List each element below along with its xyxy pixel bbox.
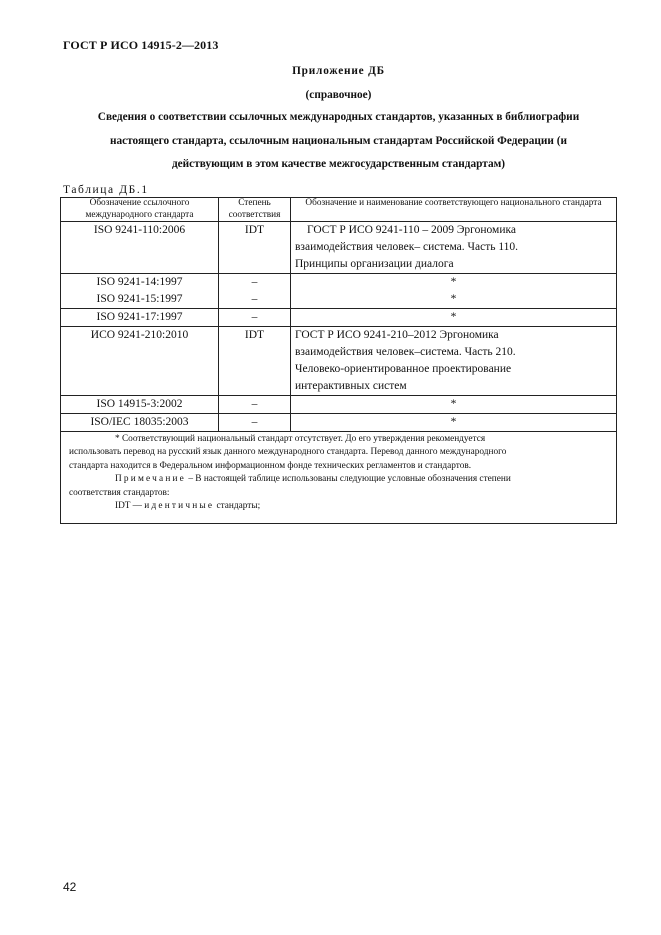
intl-standard: ISO 9241-14:1997 — [96, 276, 183, 288]
degree-cell — [219, 222, 291, 274]
degree-cell — [219, 274, 291, 309]
intl-standard-cell — [61, 274, 219, 309]
table-row — [61, 414, 617, 432]
footnote-line: стандарта находится в Федеральном информационном фонде технических регламентов и стандартов. — [69, 460, 472, 471]
degree-cell — [219, 327, 291, 396]
national-standard-line: интерактивных систем — [295, 380, 407, 392]
table-row — [61, 327, 617, 396]
table-header-row — [61, 198, 617, 222]
national-standard-line: ГОСТ Р ИСО 9241-210–2012 Эргономика — [295, 329, 499, 341]
column-header-international: Обозначение ссылочного международного стандарта — [61, 198, 219, 222]
heading-line: настоящего стандарта, ссылочным национальным стандартам Российской Федерации (и — [109, 134, 568, 147]
national-standard-cell — [291, 274, 617, 309]
degree-value: – — [251, 398, 258, 410]
intl-standard: ISO 9241-15:1997 — [96, 293, 183, 305]
standards-correspondence-table — [60, 197, 617, 524]
national-standard-line: * — [450, 416, 457, 428]
idt-rest: стандарты; — [214, 501, 261, 512]
note-label: Примечание — [115, 474, 186, 485]
national-standard-line: * — [450, 311, 457, 323]
intl-standard: ISO/IEC 18035:2003 — [90, 416, 189, 428]
intl-standard-cell — [61, 327, 219, 396]
national-standard-line: Человеко-ориентированное проектирование — [295, 363, 512, 375]
note-line: соответствия стандартов: — [69, 487, 170, 498]
national-standard-line: ГОСТ Р ИСО 9241-110 – 2009 Эргономика — [307, 224, 516, 236]
note-line — [69, 473, 608, 486]
intl-standard: ISO 9241-110:2006 — [93, 224, 186, 236]
national-standard-line: * — [450, 398, 457, 410]
page-number: 42 — [63, 880, 77, 894]
column-header-national: Обозначение и наименование соответствующего национального стандарта — [291, 198, 617, 222]
national-standard-line: Принципы организации диалога — [295, 258, 454, 270]
intl-standard: ISO 14915-3:2002 — [96, 398, 183, 410]
national-standard-cell — [291, 414, 617, 432]
appendix-heading — [60, 106, 617, 177]
note-text: – В настоящей таблице использованы следующие условные обозначения степени — [186, 474, 511, 485]
appendix-title: Приложение ДБ — [292, 65, 385, 77]
national-standard-line: * — [450, 276, 457, 288]
table-row — [61, 274, 617, 309]
table-caption: Таблица ДБ.1 — [63, 184, 149, 196]
table-row — [61, 222, 617, 274]
idt-code: IDT — [115, 501, 131, 512]
footnote-line: использовать перевод на русский язык данного международного стандарта. Перевод данного международного — [69, 447, 507, 458]
footnote-line: * Соответствующий национальный стандарт отсутствует. До его утверждения рекомендуется — [115, 434, 486, 444]
column-header-degree: Степень соответствия — [219, 198, 291, 222]
national-standard-line: * — [450, 293, 457, 305]
degree-value: IDT — [244, 329, 265, 341]
national-standard-line: взаимодействия человек–система. Часть 210. — [295, 346, 516, 358]
idt-legend-line — [69, 500, 608, 513]
heading-line: Сведения о соответствии ссылочных международных стандартов, указанных в библиографии — [97, 111, 580, 123]
national-standard-cell — [291, 309, 617, 327]
idt-label: идентичные — [144, 501, 215, 512]
intl-standard-cell — [61, 222, 219, 274]
degree-cell — [219, 414, 291, 432]
degree-value: – — [251, 276, 258, 288]
degree-value: – — [251, 311, 258, 323]
national-standard-cell — [291, 396, 617, 414]
footnote-row — [61, 432, 617, 524]
degree-value: – — [251, 293, 258, 305]
heading-line: действующим в этом качестве межгосударственным стандартам) — [171, 158, 506, 170]
national-standard-cell — [291, 327, 617, 396]
degree-value: IDT — [244, 224, 265, 236]
degree-cell — [219, 309, 291, 327]
appendix-subtitle: (справочное) — [305, 89, 372, 101]
standard-header: ГОСТ Р ИСО 14915-2—2013 — [63, 38, 219, 52]
degree-cell — [219, 396, 291, 414]
footnote-cell — [61, 432, 617, 524]
table-row — [61, 396, 617, 414]
intl-standard: ISO 9241-17:1997 — [96, 311, 183, 323]
intl-standard-cell — [61, 309, 219, 327]
table-row — [61, 309, 617, 327]
intl-standard-cell — [61, 396, 219, 414]
intl-standard: ИСО 9241-210:2010 — [90, 329, 189, 341]
degree-value: – — [251, 416, 258, 428]
national-standard-line: взаимодействия человек– система. Часть 110. — [295, 241, 519, 253]
national-standard-cell — [291, 222, 617, 274]
intl-standard-cell — [61, 414, 219, 432]
idt-dash: — — [130, 501, 145, 512]
